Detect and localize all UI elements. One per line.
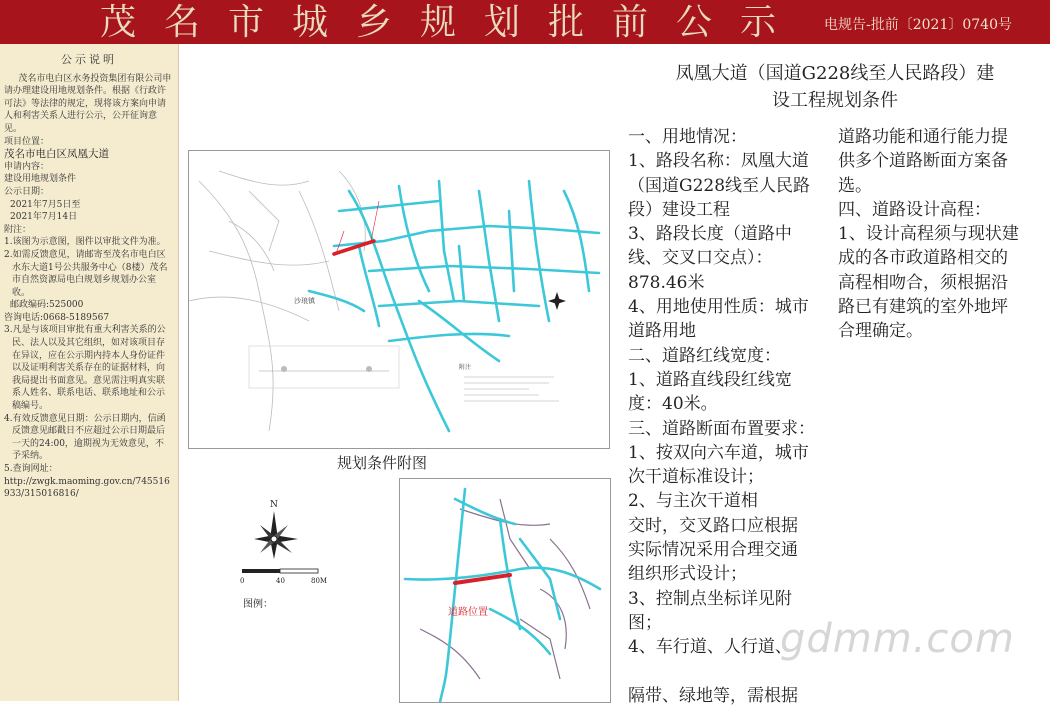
condition-line: 高程相吻合，须根据沿 [838,272,1008,293]
scale-bar [240,569,327,585]
condition-line: 成的各市政道路相交的 [838,248,1008,269]
postcode: 邮政编码:525000 [10,300,84,311]
document-title-line1: 凤凰大道（国道G228线至人民路段）建 [675,63,995,84]
notice-number: 电规告-批前〔2021〕0740号 [824,17,1012,33]
sidebar-intro: 茂名市电白区水务投资集团有限公司申请办理建设用地规划条件。根据《行政许可法》等法律的规定，现将该方案向申请人和利害关系人进行公示，公开征询意见。 [4,73,172,134]
condition-line: 2、与主次干道相 [628,491,758,512]
condition-line: 1、路段名称：凤凰大道 [628,151,809,172]
scale-label-80: 80M [311,577,328,585]
notes-title: 附注 [459,364,472,371]
page-title: 茂名市城乡规划批前公示 [100,2,805,43]
notice-sidebar [0,44,179,701]
condition-line: 度：40米。 [628,394,718,415]
condition-line: 3、控制点坐标详见附 [628,588,792,609]
condition-line: 交时，交叉路口应根据 [628,515,798,536]
condition-line: 4、车行道、人行道、 [628,637,792,658]
condition-line: 供多个道路断面方案备 [838,151,1008,172]
note-4: 4.有效反馈意见日期：公示日期内，信函反馈意见邮戳日不应超过公示日期最后一天的24:00，逾期视为无效意见，不予采纳。 [4,413,166,462]
content-value: 建设用地规划条件 [4,174,77,185]
north-arrow-icon [548,292,566,310]
document-title-line2: 设工程规划条件 [772,90,898,111]
condition-line: （国道G228线至人民路 [628,175,811,196]
sidebar-title: 公示说明 [61,53,117,66]
condition-line: 图； [628,612,662,633]
condition-line: 一、用地情况： [628,127,747,147]
condition-line: 3、路段长度（道路中 [628,224,792,245]
map-caption: 规划条件附图 [337,454,428,472]
condition-line: 1、设计高程须与现状建 [838,224,1019,245]
condition-line: 1、按双向六车道，城市 [628,442,809,463]
site-watermark: gdmm.com [780,616,1015,662]
condition-line [628,660,828,684]
note-3: 3.凡是与该项目审批有重大利害关系的公民、法人以及其它组织，如对该项目存在异议，应在公示期内持本人身份证件以及证明利害关系存在的证据材料，向我局提出书面意见。意见需注明真实联系人姓名、联系电话、联系地址和公示稿编号。 [4,325,166,412]
note-2: 2.如需反馈意见，请邮寄至茂名市电白区水东大道1号公共服务中心（8楼）茂名市自然资源局电白规划乡规划办公室收。 [4,249,168,298]
condition-line: 线、交叉口交点）： [628,248,773,269]
condition-line: 1、道路直线段红线宽 [628,369,792,390]
condition-line: 实际情况采用合理交通 [628,540,798,561]
date-label: 公示日期： [4,186,50,197]
plan-map-drawing [189,151,609,448]
road-position-label: 道路位置 [448,607,488,618]
map-notes-lines [464,377,559,401]
content-label: 申请内容： [4,161,50,172]
location-label: 项目位置： [4,136,50,147]
condition-line: 路已有建筑的室外地坪 [838,297,1008,318]
road-network [309,181,599,431]
condition-line: 次干道标准设计； [628,467,764,488]
location-map-drawing [400,479,610,702]
note-5: 5.查询网址： [4,464,58,474]
compass-drawing [240,497,330,609]
condition-line: 4、用地使用性质：城市 [628,297,809,318]
scale-label-40: 40 [276,577,285,585]
condition-line: 组织形式设计； [628,564,747,585]
condition-line: 选。 [838,175,872,196]
date-from: 2021年7月5日至 [10,199,81,210]
north-label: N [270,500,278,510]
plan-map [188,150,610,449]
condition-line: 道路功能和通行能力提 [838,127,1008,147]
road-section-sketch [249,346,399,388]
document-title [630,60,1040,114]
condition-line: 三、道路断面布置要求： [628,418,815,439]
place-label: 沙琅镇 [294,297,315,305]
condition-line: 二、道路红线宽度： [628,345,781,366]
inset-roads [405,489,600,702]
legend-label: 图例： [243,599,273,610]
condition-line: 段）建设工程 [628,199,730,220]
conditions-column-2 [838,125,1038,344]
header-banner [0,0,1050,44]
scale-label-0: 0 [240,577,245,585]
condition-line: 878.46米 [628,272,705,293]
date-to: 2021年7月14日 [10,212,78,223]
purple-roads [420,499,590,679]
location-value: 茂名市电白区凤凰大道 [4,148,109,161]
condition-line: 合理确定。 [838,321,923,342]
condition-line: 隔带、绿地等，需根据 [628,685,798,706]
compass-rose [240,497,330,609]
compass-icon [254,511,298,559]
location-map [399,478,611,703]
note-1: 1.该图为示意图，图件以审批文件为准。 [4,237,166,248]
notes-label: 附注： [4,224,32,235]
query-url[interactable]: http://zwgk.maoming.gov.cn/745516933/315016816/ [4,476,170,500]
condition-line: 四、道路设计高程： [838,199,991,220]
phone: 咨询电话:0668-5189567 [4,312,110,323]
condition-line: 道路用地 [628,321,696,342]
